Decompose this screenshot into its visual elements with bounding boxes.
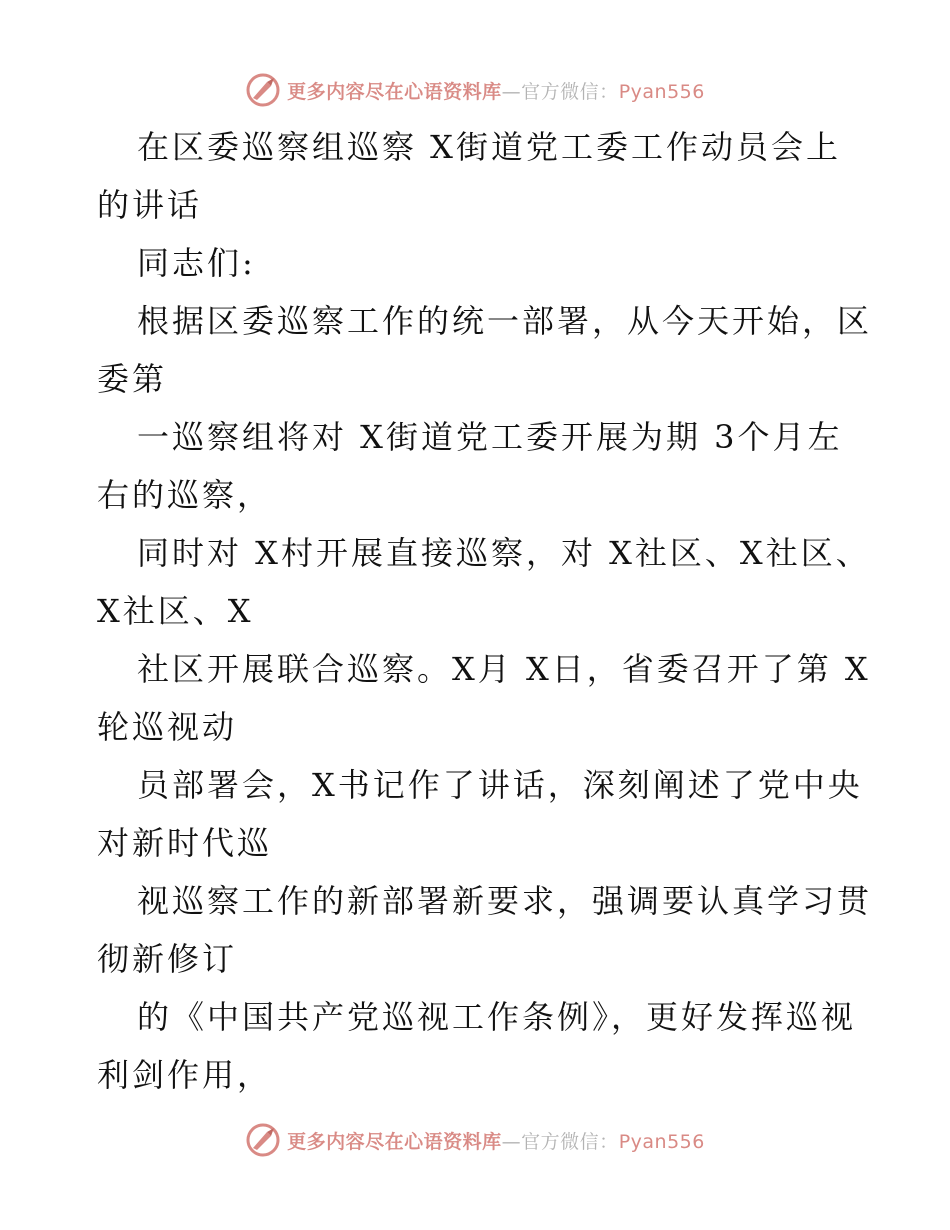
quill-logo-icon xyxy=(245,72,281,108)
watermark-wechat-id: Pyan556 xyxy=(618,1130,705,1153)
watermark-wechat-label: 官方微信： xyxy=(521,80,619,103)
text-line: 一巡察组将对 X街道党工委开展为期 3个月左 xyxy=(137,418,843,456)
text-line: X社区、X xyxy=(97,592,254,630)
text-line: 员部署会，X书记作了讲话，深刻阐述了党中央 xyxy=(137,766,863,804)
text-line: 同时对 X村开展直接巡察，对 X社区、X社区、 xyxy=(137,534,871,572)
watermark-separator: — xyxy=(501,80,522,103)
watermark-text xyxy=(287,77,705,104)
text-line: 的讲话 xyxy=(97,186,203,224)
text-line: 的《中国共产党巡视工作条例》，更好发挥巡视 xyxy=(137,998,857,1036)
text-line: 轮巡视动 xyxy=(97,708,238,746)
text-line: 利剑作用， xyxy=(97,1056,273,1094)
text-line: 在区委巡察组巡察 X街道党工委工作动员会上 xyxy=(137,128,841,166)
text-line: 根据区委巡察工作的统一部署，从今天开始，区 xyxy=(137,302,873,340)
watermark-footer xyxy=(0,1120,950,1160)
text-line: 视巡察工作的新部署新要求，强调要认真学习贯 xyxy=(137,882,873,920)
quill-logo-icon xyxy=(245,1122,281,1158)
watermark-brand: 更多内容尽在心语资料库 xyxy=(287,1130,502,1153)
text-line: 对新时代巡 xyxy=(97,824,273,862)
text-line: 右的巡察， xyxy=(97,476,273,514)
text-line: 委第 xyxy=(97,360,168,398)
watermark-separator: — xyxy=(501,1130,522,1153)
watermark-wechat-label: 官方微信： xyxy=(521,1130,619,1153)
watermark-brand: 更多内容尽在心语资料库 xyxy=(287,80,502,103)
text-line: 同志们: xyxy=(137,244,256,282)
watermark-header xyxy=(0,70,950,110)
watermark-wechat-id: Pyan556 xyxy=(618,80,705,103)
text-line: 社区开展联合巡察。X月 X日，省委召开了第 X xyxy=(137,650,871,688)
document-body xyxy=(97,118,873,1104)
watermark-text xyxy=(287,1127,705,1154)
text-line: 彻新修订 xyxy=(97,940,238,978)
